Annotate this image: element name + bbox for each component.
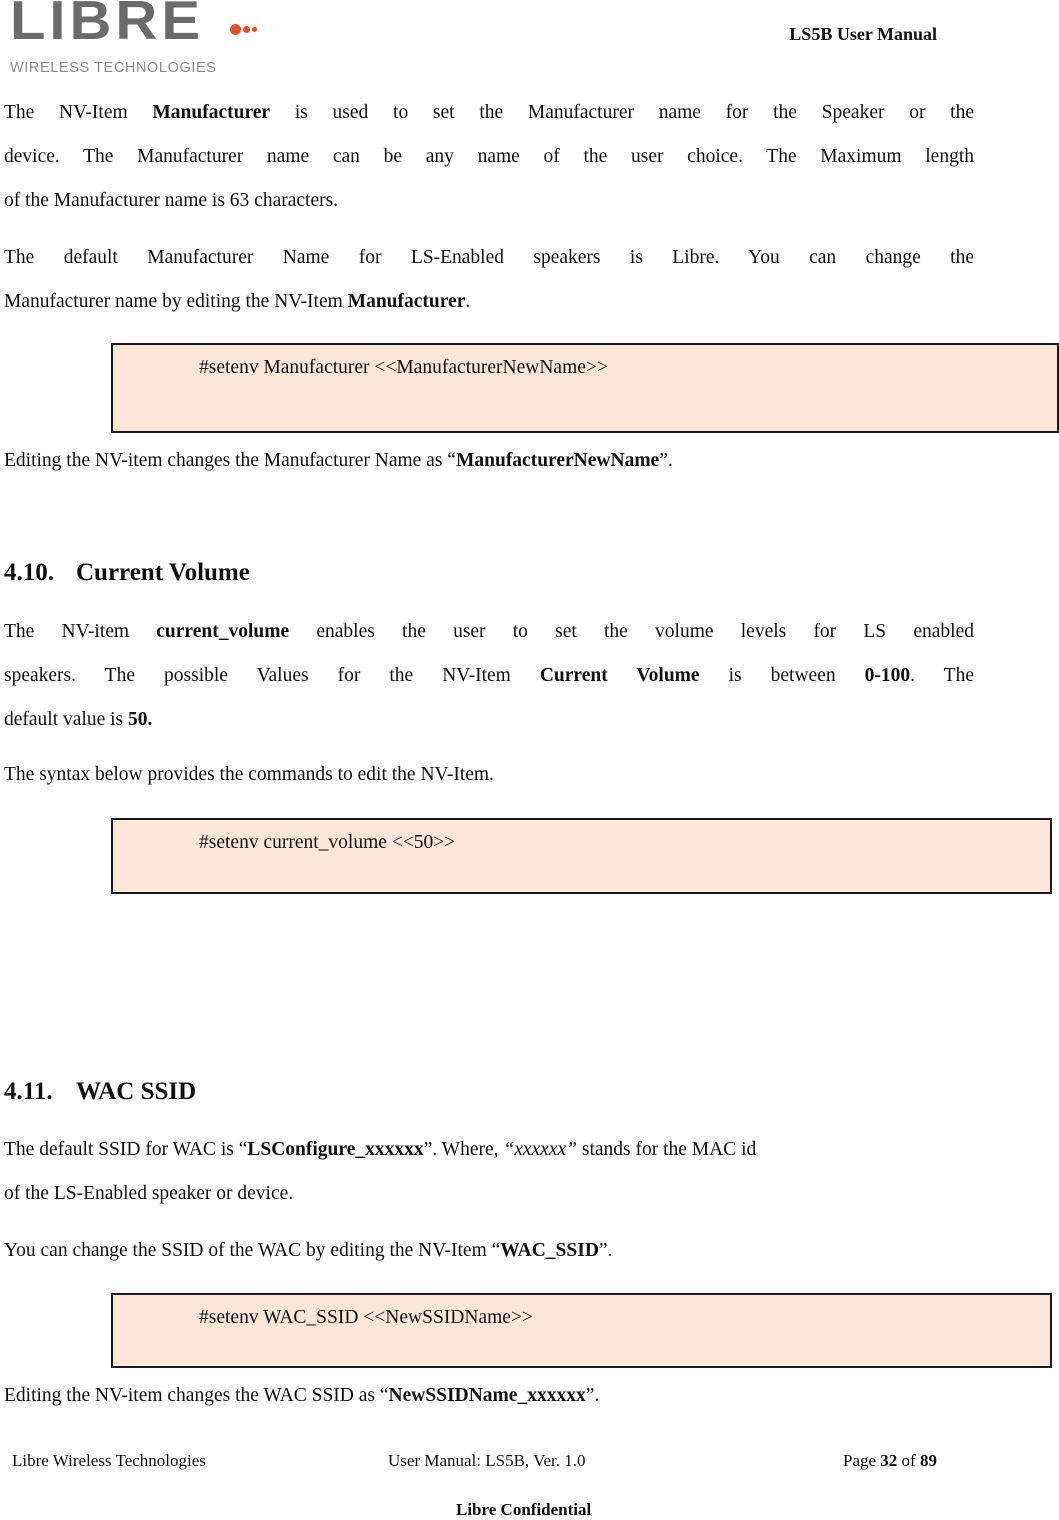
footer-page-number: [843, 1451, 937, 1471]
wac-ssid-result: [4, 1374, 974, 1418]
italic-term: “xxxxxx”: [503, 1139, 577, 1160]
text: Page: [843, 1451, 881, 1470]
manufacturer-result: [4, 439, 974, 483]
text: ”.: [585, 1385, 600, 1406]
text: device. The Manufacturer name can be any name of the user choice. The Maximum length: [4, 146, 974, 167]
section-title: Current Volume: [76, 559, 250, 586]
text: of: [897, 1451, 920, 1470]
manufacturer-paragraph-2: [4, 236, 974, 324]
text: The default Manufacturer Name for LS-Enabled speakers is Libre. You can change the: [4, 247, 974, 268]
text: The NV-item: [4, 621, 157, 642]
libre-logo: [8, 0, 268, 80]
text: .: [465, 291, 471, 312]
footer-manual: User Manual: LS5B, Ver. 1.0: [388, 1451, 586, 1470]
current-page: 32: [880, 1451, 898, 1470]
bold-term: Manufacturer: [347, 291, 466, 312]
bold-term: NewSSIDName_xxxxxx: [388, 1385, 586, 1406]
command-text: #setenv Manufacturer <<ManufacturerNewName>>: [199, 357, 608, 378]
text: The NV-Item: [4, 102, 153, 123]
bold-term: 50.: [128, 709, 153, 730]
footer-company: Libre Wireless Technologies: [12, 1451, 206, 1470]
command-text: #setenv current_volume <<50>>: [199, 832, 456, 853]
text: enables the user to set the volume levels for LS enabled: [289, 621, 974, 642]
text: ”.: [598, 1240, 613, 1261]
section-heading-current-volume: [4, 559, 250, 587]
bold-term: ManufacturerNewName: [455, 450, 660, 471]
text: Editing the NV-item changes the Manufacturer Name as “: [4, 450, 456, 471]
wac-ssid-paragraph-1: [4, 1128, 974, 1216]
text: Manufacturer name by editing the NV-Item: [4, 291, 348, 312]
bold-term: current_volume: [156, 621, 290, 642]
text: Editing the NV-item changes the WAC SSID as “: [4, 1385, 389, 1406]
logo-dots-icon: [230, 20, 259, 38]
wac-ssid-paragraph-2: [4, 1229, 974, 1273]
text: speakers. The possible Values for the NV-Item: [4, 665, 540, 686]
text: is between: [699, 665, 865, 686]
bold-term: 0-100: [864, 665, 911, 686]
command-box-manufacturer: [111, 343, 1059, 433]
section-number: 4.11.: [4, 1078, 53, 1105]
footer-confidential: Libre Confidential: [456, 1500, 592, 1519]
text: default value is: [4, 709, 128, 730]
text: of the Manufacturer name is 63 characters.: [4, 190, 339, 211]
text: is used to set the Manufacturer name for the Speaker or the: [270, 102, 975, 123]
text: . The: [910, 665, 974, 686]
text: ”. Where,: [423, 1139, 504, 1160]
total-pages: 89: [919, 1451, 937, 1470]
manufacturer-paragraph-1: [4, 91, 974, 223]
logo-wordmark: LIBRE: [10, 0, 204, 52]
current-volume-paragraph-1: [4, 610, 974, 742]
text: of the LS-Enabled speaker or device.: [4, 1183, 294, 1204]
logo-subtitle: WIRELESS TECHNOLOGIES: [10, 60, 217, 76]
text: stands for the MAC id: [577, 1139, 757, 1160]
text: The syntax below provides the commands to edit the NV-Item.: [4, 764, 494, 785]
text: ”.: [659, 450, 673, 471]
bold-term: WAC_SSID: [500, 1240, 599, 1261]
document-title: LS5B User Manual: [789, 24, 937, 44]
current-volume-paragraph-2: [4, 753, 974, 797]
command-text: #setenv WAC_SSID <<NewSSIDName>>: [199, 1307, 533, 1328]
command-box-wac-ssid: [111, 1293, 1052, 1368]
command-box-current-volume: [111, 818, 1052, 894]
bold-term: Current Volume: [539, 665, 700, 686]
bold-term: Manufacturer: [152, 102, 271, 123]
section-number: 4.10.: [4, 559, 54, 586]
bold-term: LSConfigure_xxxxxx: [247, 1139, 424, 1160]
section-title: WAC SSID: [76, 1078, 197, 1105]
text: The default SSID for WAC is “: [4, 1139, 248, 1160]
text: You can change the SSID of the WAC by editing the NV-Item “: [4, 1240, 501, 1261]
section-heading-wac-ssid: [4, 1078, 196, 1106]
